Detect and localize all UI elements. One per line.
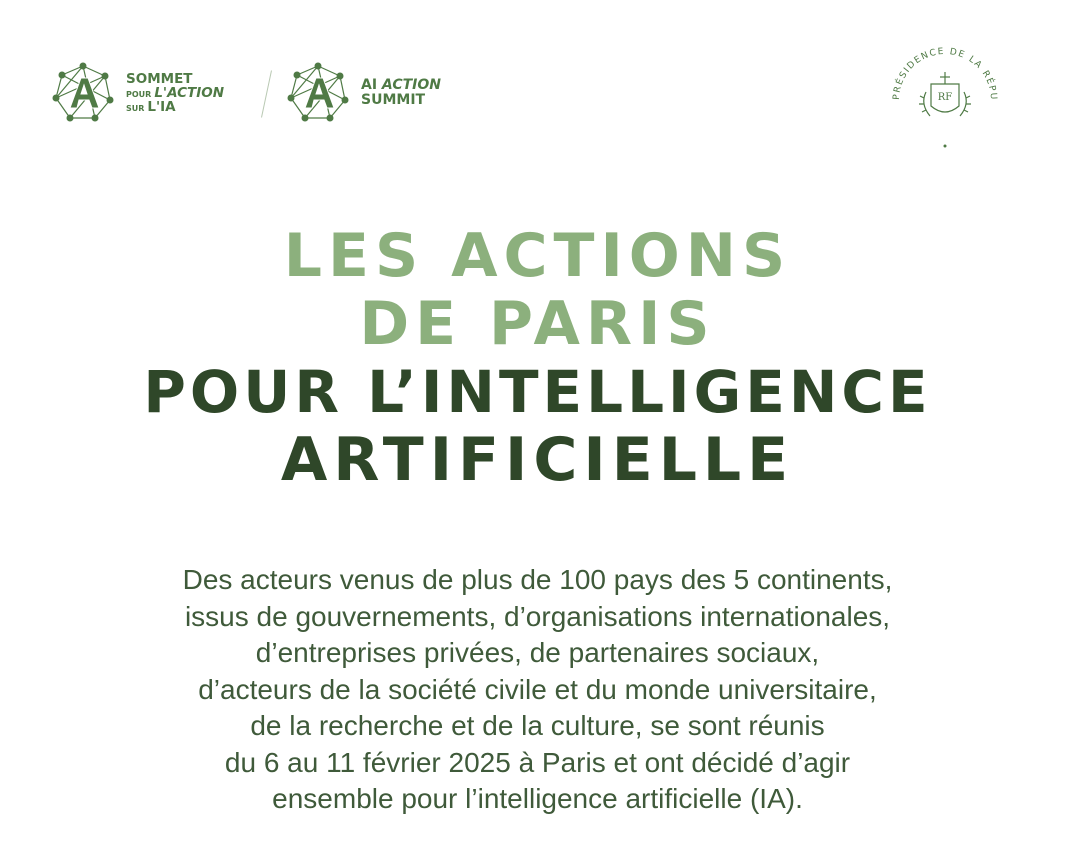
network-a-icon xyxy=(50,60,116,126)
logo-en-text xyxy=(361,78,441,107)
logo-en-line1-b: ACTION xyxy=(381,77,441,94)
logo-fr-line3-main: L'IA xyxy=(147,99,176,116)
ai-summit-logo-fr[interactable] xyxy=(50,60,224,126)
network-a-icon xyxy=(285,60,351,126)
intro-paragraph xyxy=(0,562,1075,818)
svg-text:RF: RF xyxy=(937,92,953,103)
logo-fr-line2-small: POUR xyxy=(126,89,152,99)
header xyxy=(0,0,1075,160)
intro-line-1: Des acteurs venus de plus de 100 pays des 5 continents, xyxy=(182,564,893,595)
logo-en-line1-a: AI xyxy=(361,77,378,94)
intro-line-5: de la recherche et de la culture, se sont réunis xyxy=(250,710,825,741)
title-line-1: LES ACTIONS xyxy=(283,221,792,291)
intro-line-7: ensemble pour l’intelligence artificielle (IA). xyxy=(272,783,803,814)
page-title xyxy=(0,222,1075,494)
logo-en-line2: SUMMIT xyxy=(361,92,426,108)
logo-fr-line3-small: SUR xyxy=(126,104,145,114)
logo-fr-line1: SOMMET xyxy=(126,70,193,87)
intro-line-6: du 6 au 11 février 2025 à Paris et ont décidé d’agir xyxy=(224,746,851,778)
republic-seal-icon xyxy=(884,42,1006,152)
logo-fr-text xyxy=(126,72,224,115)
intro-line-4: d’acteurs de la société civile et du monde universitaire, xyxy=(198,673,877,705)
intro-line-3: d’entreprises privées, de partenaires sociaux, xyxy=(255,637,820,668)
title-line-3: POUR L’INTELLIGENCE xyxy=(143,358,932,426)
logo-divider xyxy=(261,70,272,117)
intro-line-2: issus de gouvernements, d’organisations internationales, xyxy=(184,600,891,632)
title-line-2: DE PARIS xyxy=(359,289,716,359)
title-line-4: ARTIFICIELLE xyxy=(280,425,795,495)
ai-summit-logo-en[interactable] xyxy=(285,60,441,126)
logo-fr-line2-main: L'ACTION xyxy=(154,84,225,101)
presidence-seal[interactable] xyxy=(884,42,1006,156)
seal-text: PRÉSIDENCE DE LA RÉPU xyxy=(891,46,999,102)
